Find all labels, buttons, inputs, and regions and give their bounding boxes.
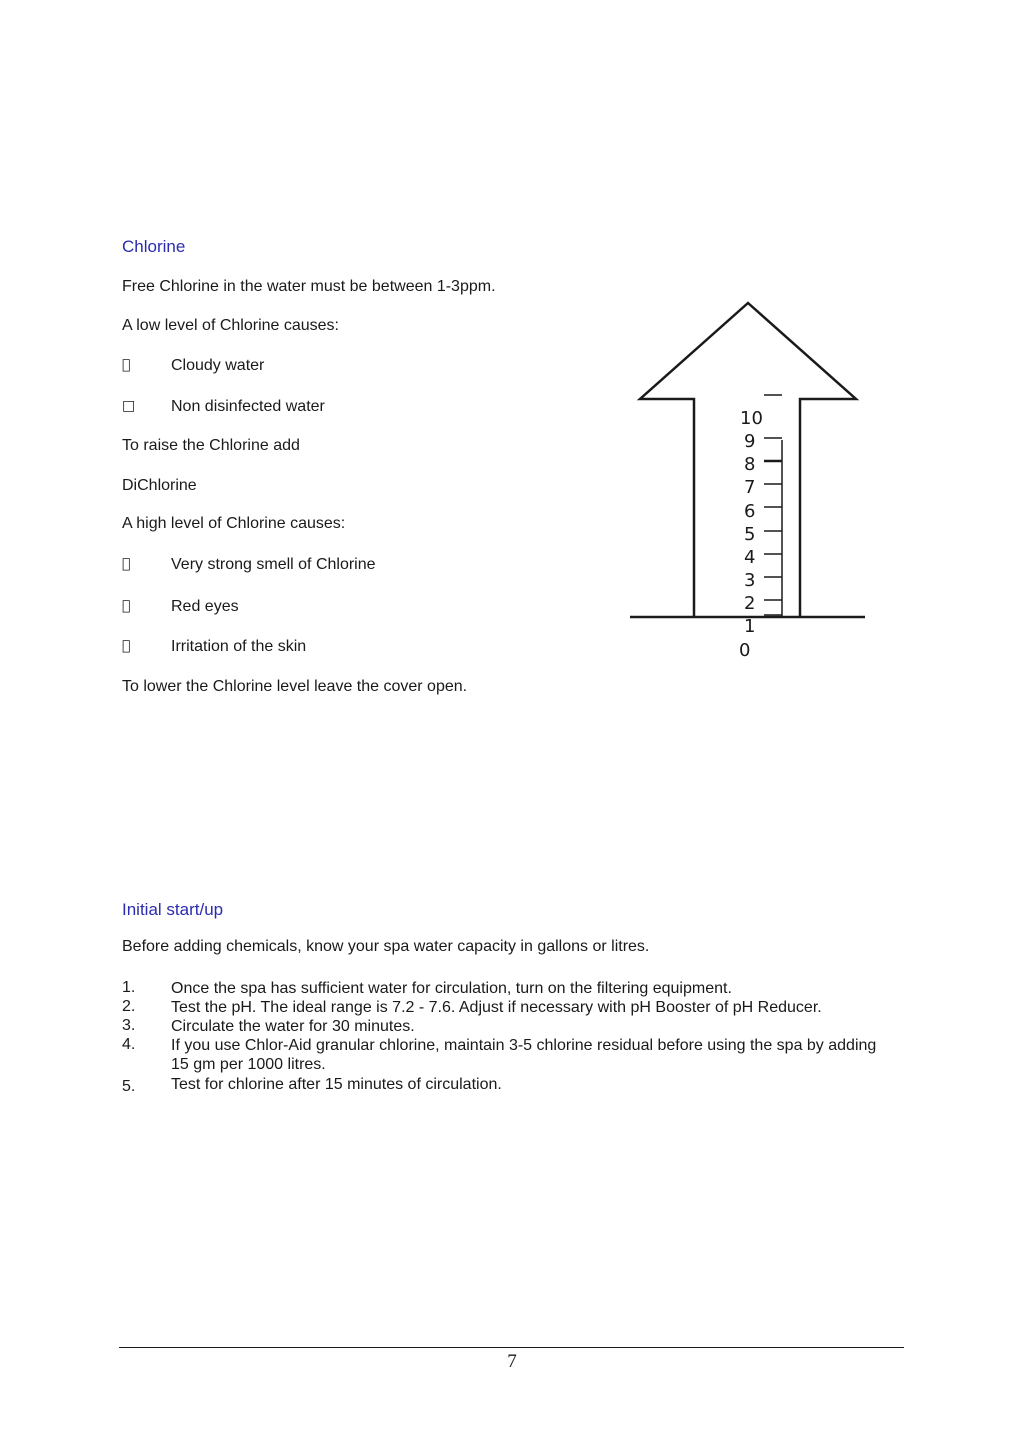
bullet-icon [122,598,130,614]
step-text: Test for chlorine after 15 minutes of circulation. [171,1076,502,1093]
list-item-text: Irritation of the skin [171,638,307,655]
bullet-icon [122,556,130,572]
lower-chlorine-text: To lower the Chlorine level leave the cover open. [122,678,468,695]
list-item [122,979,882,998]
list-item [122,1075,882,1094]
step-text: Circulate the water for 30 minutes. [171,1018,415,1035]
step-number: 2. [122,998,136,1015]
bullet-icon [122,638,130,654]
step-text: If you use Chlor-Aid granular chlorine, maintain 3-5 chlorine residual before using the spa by adding 15 gm per 1000 litres. [171,1037,877,1073]
gauge-label: 10 [740,408,763,429]
low-level-heading: A low level of Chlorine causes: [122,317,339,334]
checkbox-icon: □ [122,398,136,414]
gauge-label: 8 [744,454,756,475]
gauge-label: 4 [744,547,756,568]
list-item-text: Cloudy water [171,357,265,374]
step-text: Test the pH. The ideal range is 7.2 - 7.6. Adjust if necessary with pH Booster of pH Reducer. [171,999,822,1016]
chlorine-gauge-diagram [620,295,880,675]
list-item-text: Very strong smell of Chlorine [171,556,376,573]
chlorine-intro: Free Chlorine in the water must be between 1-3ppm. [122,278,496,295]
gauge-label: 3 [744,570,756,591]
step-text: Once the spa has sufficient water for circulation, turn on the filtering equipment. [171,980,732,997]
high-level-heading: A high level of Chlorine causes: [122,515,346,532]
step-number: 5. [122,1078,136,1095]
gauge-label: 0 [739,640,751,661]
gauge-label: 7 [744,477,756,498]
gauge-labels [739,408,763,661]
list-item-text: Red eyes [171,598,239,615]
gauge-label: 5 [744,524,756,545]
gauge-label: 1 [744,616,756,637]
list-item [122,1036,882,1074]
list-item [122,1017,882,1036]
footer-divider [119,1347,904,1348]
gauge-label: 2 [744,593,756,614]
raise-chlorine-product: DiChlorine [122,477,197,494]
startup-intro: Before adding chemicals, know your spa water capacity in gallons or litres. [122,938,650,955]
page-number: 7 [507,1351,517,1372]
chlorine-heading: Chlorine [122,237,186,256]
step-number: 4. [122,1036,136,1053]
step-number: 1. [122,979,136,996]
gauge-label: 6 [744,501,756,522]
list-item [122,998,882,1017]
step-number: 3. [122,1017,136,1034]
raise-chlorine-text: To raise the Chlorine add [122,437,300,454]
startup-heading: Initial start/up [122,900,224,919]
bullet-icon [122,357,130,373]
gauge-label: 9 [744,431,756,452]
gauge-ticks [764,395,782,615]
list-item-text: Non disinfected water [171,398,325,415]
